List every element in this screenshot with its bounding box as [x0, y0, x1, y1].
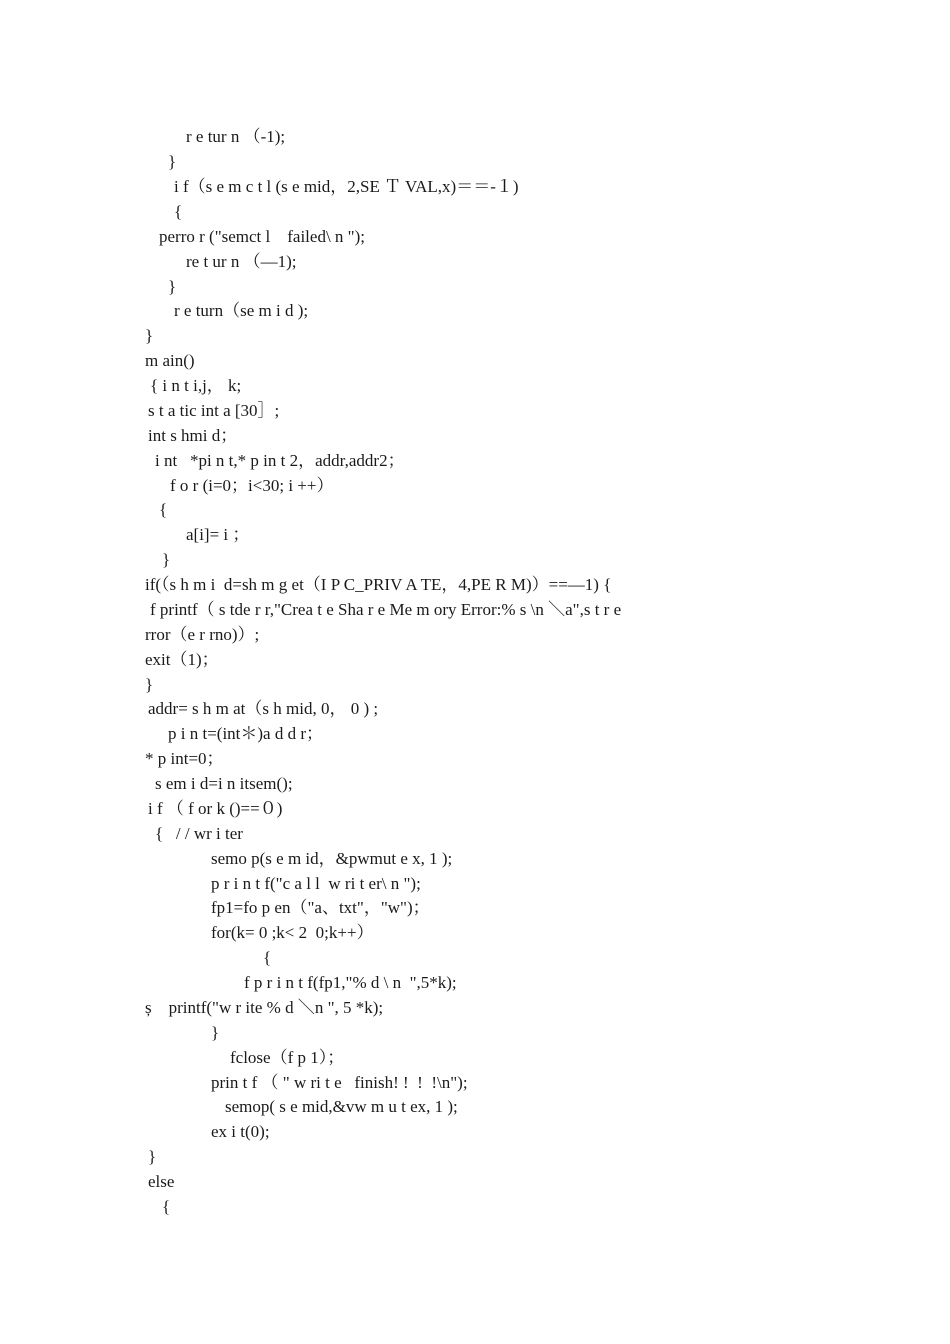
code-line: { / / wr i ter — [155, 824, 243, 843]
code-line: m ain() — [145, 351, 195, 370]
code-line: { — [174, 202, 183, 221]
code-line: s em i d=i n itsem(); — [155, 774, 293, 793]
code-line: fp1=fo p en（"a、txt"，"w")； — [211, 898, 430, 917]
code-line: perro r ("semct l failed\ n "); — [159, 227, 366, 246]
code-line: addr= s h m at（s h mid, 0， 0 ) ; — [148, 699, 379, 718]
code-line: } — [168, 152, 177, 171]
code-line: fclose（f p 1）； — [230, 1048, 345, 1067]
code-line: ș printf("w r ite % d ＼n ", 5 *k); — [145, 998, 384, 1017]
code-line: f o r (i=0；i<30; i ++） — [170, 476, 334, 495]
code-line: ex i t(0); — [211, 1122, 270, 1141]
code-line: { — [162, 1197, 171, 1216]
code-line: } — [211, 1023, 220, 1042]
code-line: s t a tic int a [30］; — [148, 401, 280, 420]
code-line: } — [145, 326, 154, 345]
code-line: for(k= 0 ;k< 2 0;k++） — [211, 923, 374, 942]
code-line: { — [159, 500, 168, 519]
code-line: re t ur n （—1); — [186, 252, 297, 271]
code-line: r e turn（se m i d ); — [174, 301, 309, 320]
code-line: } — [145, 675, 154, 694]
code-line: else — [148, 1172, 175, 1191]
code-line: exit（1)； — [145, 650, 219, 669]
code-line: f printf（ s tde r r,"Crea t e Sha r e Me m ory Error:% s \n ＼a",s t r e — [150, 600, 622, 619]
code-line: int s hmi d； — [148, 426, 238, 445]
code-line: } — [148, 1147, 157, 1166]
code-line: f p r i n t f(fp1,"% d \ n ",5*k); — [244, 973, 457, 992]
code-line: * p int=0； — [145, 749, 224, 768]
code-line: a[i]= i ； — [186, 525, 250, 544]
code-line: if(（s h m i d=sh m g et（I P C_PRIV A TE，4,PE R M)）==—1) { — [145, 575, 612, 594]
code-line: p r i n t f("c a l l w ri t er\ n "); — [211, 874, 421, 893]
code-line: r e tur n （-1); — [186, 127, 286, 146]
code-line: p i n t=(int＊)a d d r； — [168, 724, 324, 743]
code-line: i f （ f or k ()==０) — [148, 799, 283, 818]
code-line: } — [168, 277, 177, 296]
code-line: i nt *pi n t,* p in t 2，addr,addr2； — [155, 451, 405, 470]
code-line: semop( s e mid,&vw m u t ex, 1 ); — [225, 1097, 458, 1116]
code-line: prin t f （ " w ri t e finish! ! ! !\n"); — [211, 1073, 468, 1092]
code-line: semo p(s e m id，&pwmut e x, 1 ); — [211, 849, 453, 868]
code-line: } — [162, 550, 171, 569]
code-line: i f（s e m c t l (s e mid，2,SE Ｔ VAL,x)＝＝-１) — [174, 177, 519, 196]
code-line: { — [263, 948, 272, 967]
code-line: { i n t i,j， k; — [150, 376, 242, 395]
code-line: rror（e r rno)）; — [145, 625, 260, 644]
